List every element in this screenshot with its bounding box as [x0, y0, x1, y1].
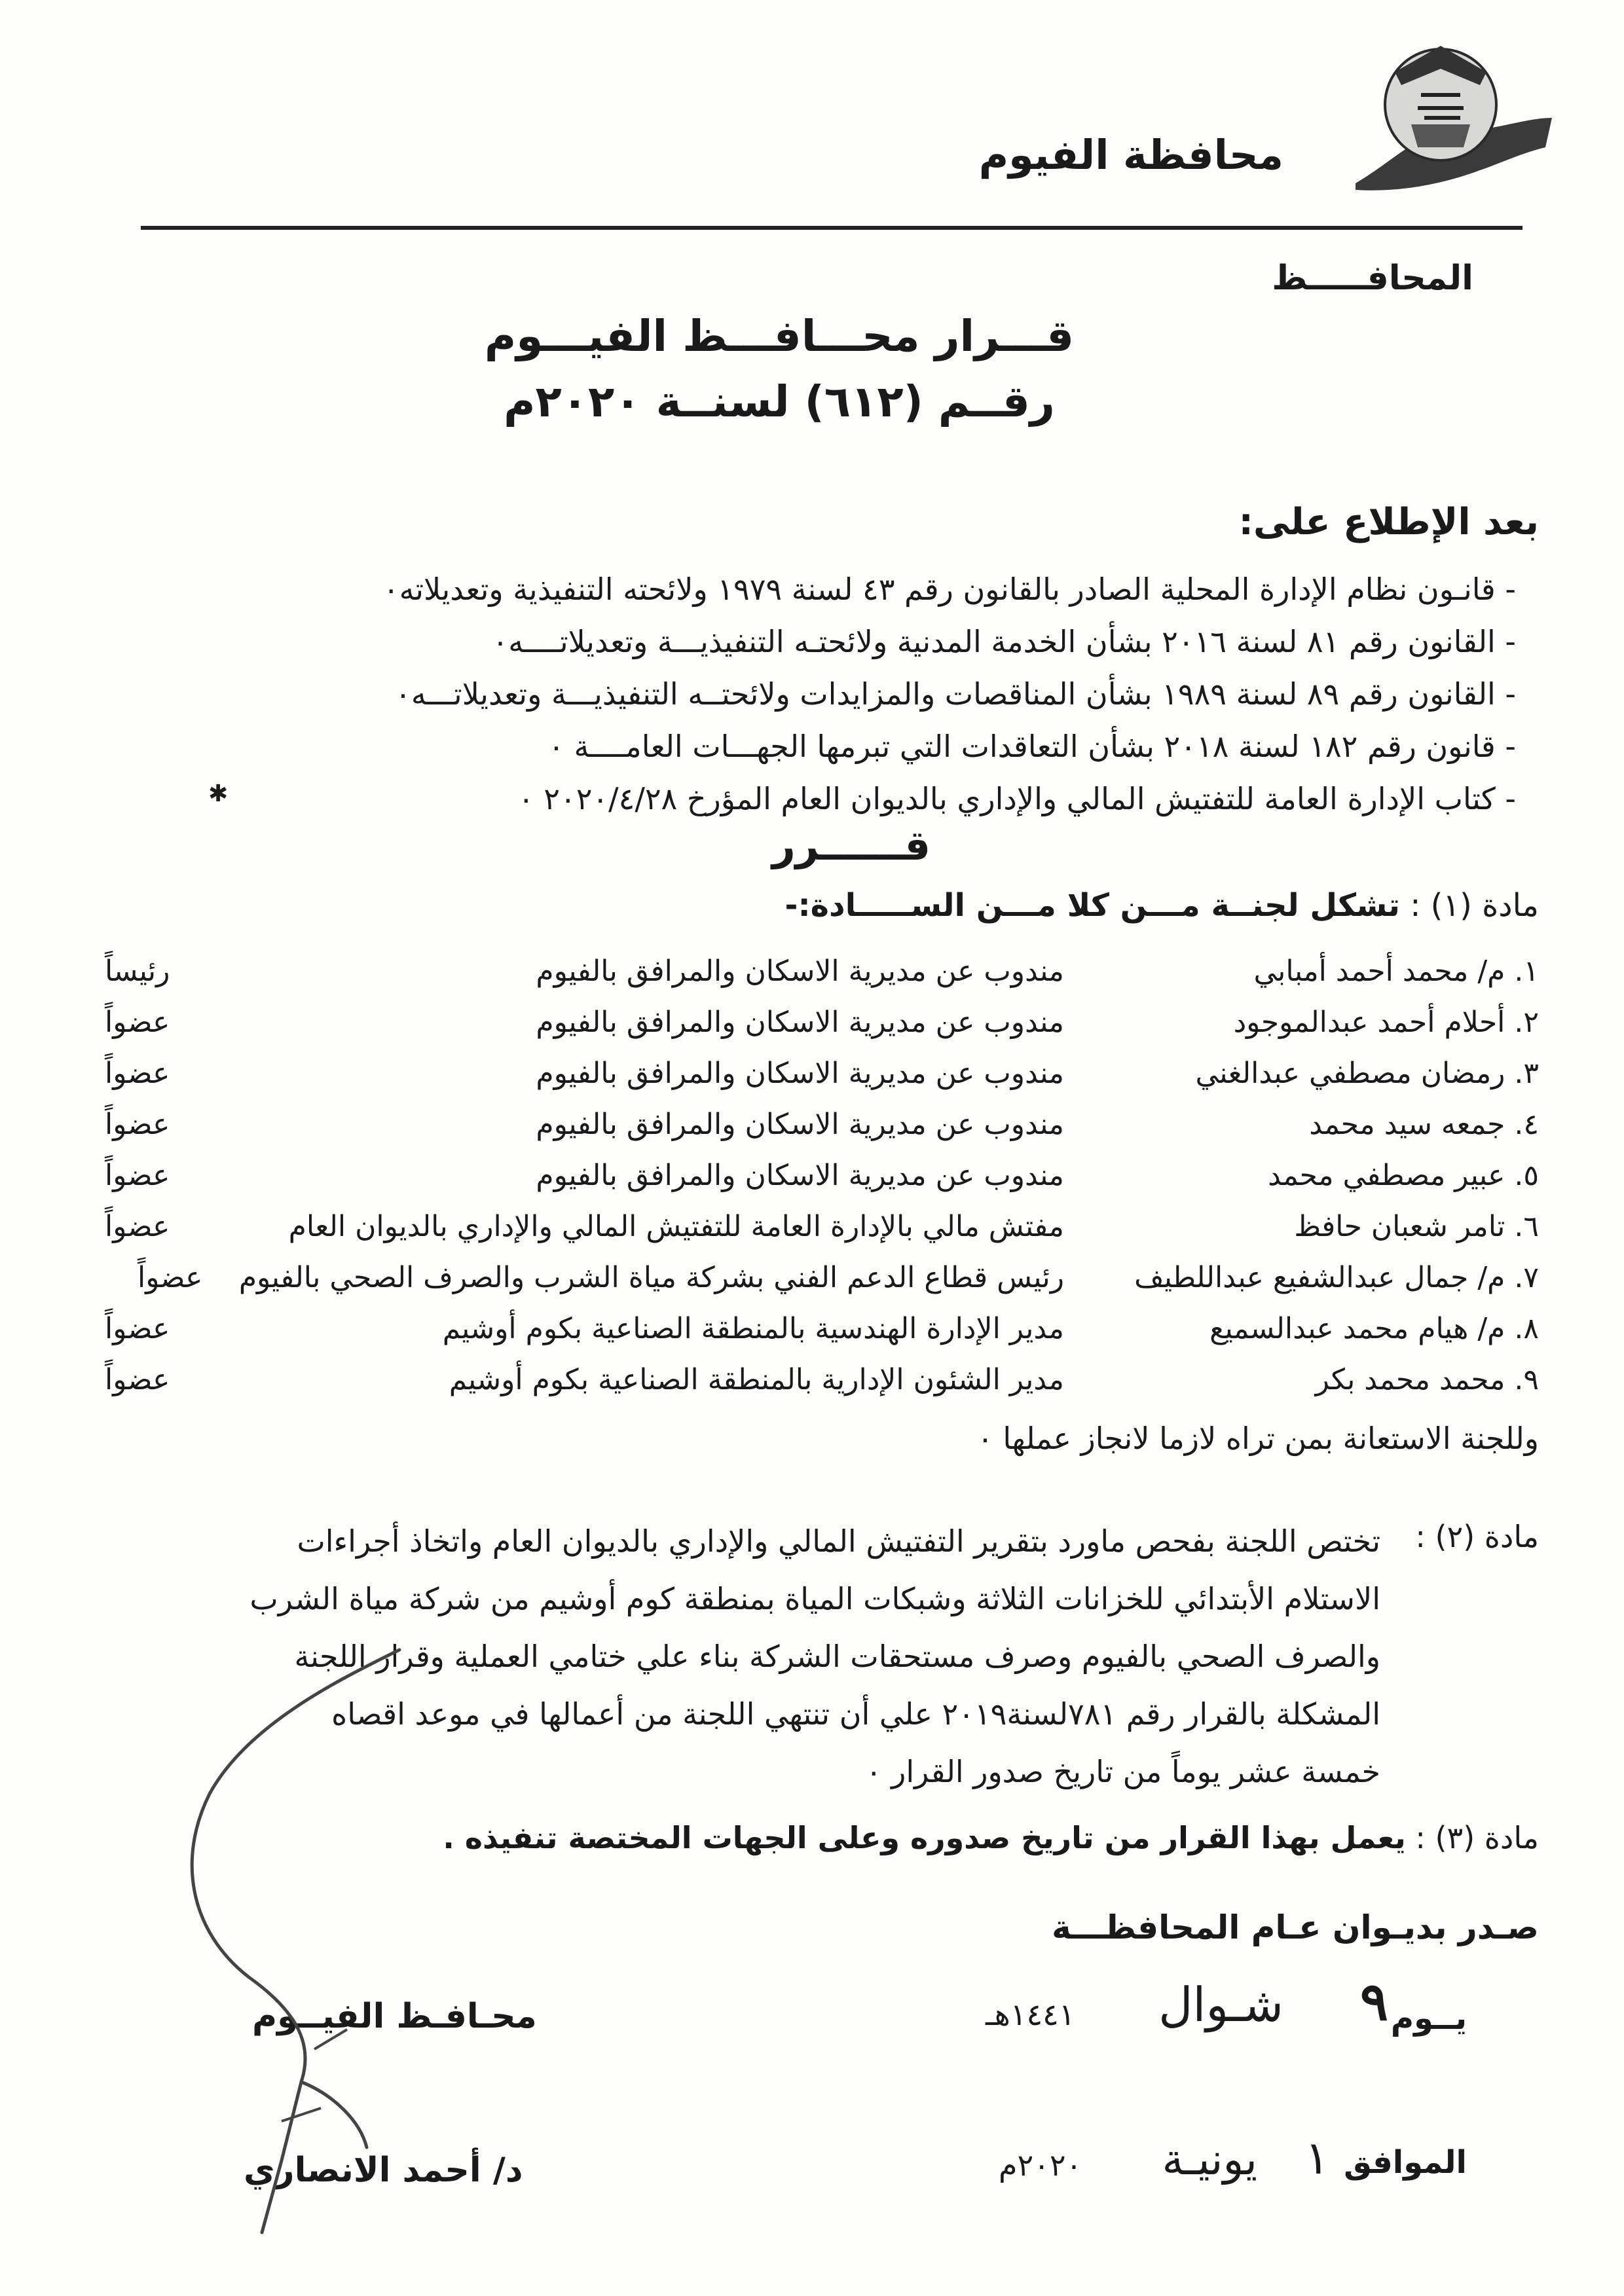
member-row: [98, 946, 1539, 997]
member-name: ٦. تامر شعبان حافظ: [1294, 1210, 1539, 1243]
member-position: عضواً: [105, 1057, 170, 1090]
gregorian-year: ٢٠٢٠م: [999, 2147, 1082, 2183]
article-2-line: الاستلام الأبتدائي للخزانات الثلاثة وشبكات المياة بمنطقة كوم أوشيم من شركة مياة الشرب: [249, 1581, 1380, 1616]
member-role: رئيس قطاع الدعم الفني بشركة مياة الشرب والصرف الصحي بالفيوم: [238, 1261, 1064, 1294]
preamble-item: - قانون رقم ١٨٢ لسنة ٢٠١٨ بشأن التعاقدات التي تبرمها الجهـــات العامــــة ٠: [141, 720, 1516, 773]
member-position: عضواً: [105, 1210, 170, 1243]
article-2-line: المشكلة بالقرار رقم ٧٨١لسنة٢٠١٩ علي أن تنتهي اللجنة من أعمالها في موعد اقصاه: [331, 1696, 1380, 1732]
decree-title: قـــرار محـــافـــظ الفيـــوم: [484, 311, 1075, 361]
preamble-item: - كتاب الإدارة العامة للتفتيش المالي والإداري بالديوان العام المؤرخ ٢٠٢٠/٤/٢٨ ٠: [141, 773, 1516, 825]
member-row: [98, 1150, 1539, 1201]
member-position: رئيساً: [105, 955, 170, 988]
member-name: ٣. رمضان مصطفي عبدالغني: [1195, 1057, 1539, 1090]
preamble-item: - قانـون نظام الإدارة المحلية الصادر بالقانون رقم ٤٣ لسنة ١٩٧٩ ولائحته التنفيذية وتعديلاته٠: [141, 563, 1516, 615]
member-position: عضواً: [105, 1363, 170, 1396]
member-row: [98, 1048, 1539, 1099]
governor-name: د/ أحمد الانصاري: [244, 2151, 523, 2190]
margin-mark: ✱: [208, 780, 229, 807]
member-role: مندوب عن مديرية الاسكان والمرافق بالفيوم: [536, 1006, 1064, 1039]
article-1-text: تشكل لجنــة مـــن كلا مـــن الســـــادة:-: [784, 887, 1400, 924]
governor-title: محـافـظ الفيــوم: [252, 1997, 537, 2036]
article-3: [443, 1820, 1539, 1855]
member-role: مندوب عن مديرية الاسكان والمرافق بالفيوم: [536, 955, 1064, 988]
article-3-text: يعمل بهذا القرار من تاريخ صدوره وعلى الجهات المختصة تنفيذه .: [443, 1820, 1406, 1855]
preamble-item: - القانون رقم ٨٩ لسنة ١٩٨٩ بشأن المناقصات والمزايدات ولائحتــه التنفيذيـــة وتعديلاتـــه٠: [141, 668, 1516, 720]
member-name: ٤. جمعه سيد محمد: [1309, 1108, 1539, 1141]
article-2-line: تختص اللجنة بفحص ماورد بتقرير التفتيش المالي والإداري بالديوان العام واتخاذ أجراءات: [297, 1523, 1380, 1559]
hijri-year: ١٤٤١هـ: [986, 1997, 1075, 2032]
member-row: [98, 1355, 1539, 1406]
article-2-line: خمسة عشر يوماً من تاريخ صدور القرار ٠: [865, 1754, 1380, 1789]
issued-statement: صـدر بديـوان عـام المحافظـــة: [1052, 1908, 1539, 1946]
article-1-label: مادة (١) :: [1410, 887, 1539, 924]
committee-members: [98, 946, 1539, 1406]
article-2-line: والصرف الصحي بالفيوم وصرف مستحقات الشركة بناء علي ختامي العملية وقرار اللجنة: [294, 1639, 1380, 1674]
decree-number-line: [0, 376, 1624, 427]
hijri-day-handwritten: ٩: [1360, 1971, 1388, 2032]
member-position: عضواً: [105, 1312, 170, 1345]
member-role: مدير الشئون الإدارية بالمنطقة الصناعية بكوم أوشيم: [449, 1363, 1064, 1396]
hijri-month-handwritten: شـوال: [1158, 1977, 1283, 2032]
preamble-list: [141, 563, 1516, 825]
member-row: [98, 997, 1539, 1048]
member-role: مندوب عن مديرية الاسكان والمرافق بالفيوم: [536, 1057, 1064, 1090]
gregorian-day-handwritten: ١: [1304, 2131, 1329, 2185]
member-role: مفتش مالي بالإدارة العامة للتفتيش المالي والإداري بالديوان العام: [288, 1210, 1064, 1243]
article-1-heading: [785, 887, 1539, 924]
article-2-label: مادة (٢) :: [1415, 1519, 1539, 1554]
member-name: ٥. عبير مصطفي محمد: [1268, 1159, 1539, 1192]
preamble-item: - القانون رقم ٨١ لسنة ٢٠١٦ بشأن الخدمة المدنية ولائحتـه التنفيذيـــة وتعديلاتــــه٠: [141, 615, 1516, 668]
article-3-label: مادة (٣) :: [1415, 1820, 1539, 1855]
decree-number: ٦١٢: [824, 376, 904, 427]
governorate-name: محافظة الفيوم: [978, 131, 1283, 179]
member-row: [98, 1099, 1539, 1150]
decided-heading: قــــــرر: [771, 822, 931, 869]
article-1-note: وللجنة الاستعانة بمن تراه لازما لانجاز عملها ٠: [977, 1421, 1539, 1456]
member-position: عضواً: [105, 1006, 170, 1039]
governor-signature: [151, 1624, 426, 2239]
member-role: مدير الإدارة الهندسية بالمنطقة الصناعية بكوم أوشيم: [442, 1312, 1064, 1345]
member-name: ٢. أحلام أحمد عبدالموجود: [1233, 1006, 1539, 1039]
member-role: مندوب عن مديرية الاسكان والمرافق بالفيوم: [536, 1159, 1064, 1192]
member-role: مندوب عن مديرية الاسكان والمرافق بالفيوم: [536, 1108, 1064, 1141]
governorate-logo: [1349, 33, 1559, 203]
header-divider: [141, 226, 1522, 230]
day-label: يــوم: [1390, 2000, 1467, 2037]
member-position: عضواً: [138, 1261, 203, 1294]
member-row: [98, 1252, 1539, 1303]
decree-number-prefix: رقــم (: [903, 376, 1055, 427]
member-row: [98, 1201, 1539, 1252]
decree-number-suffix: ) لسنــة ٢٠٢٠م: [504, 376, 824, 427]
gregorian-month-handwritten: يونيـة: [1162, 2134, 1257, 2185]
member-name: ١. م/ محمد أحمد أمبابي: [1253, 955, 1539, 988]
office-title: المحافـــــظ: [1272, 259, 1473, 298]
member-name: ٩. محمد محمد بكر: [1315, 1363, 1539, 1396]
member-row: [98, 1303, 1539, 1355]
member-position: عضواً: [105, 1108, 170, 1141]
member-position: عضواً: [105, 1159, 170, 1192]
preamble-heading: بعد الإطلاع على:: [1238, 501, 1539, 543]
member-name: ٨. م/ هيام محمد عبدالسميع: [1209, 1312, 1539, 1345]
corresponding-label: الموافق: [1344, 2144, 1467, 2181]
member-name: ٧. م/ جمال عبدالشفيع عبداللطيف: [1134, 1261, 1539, 1294]
